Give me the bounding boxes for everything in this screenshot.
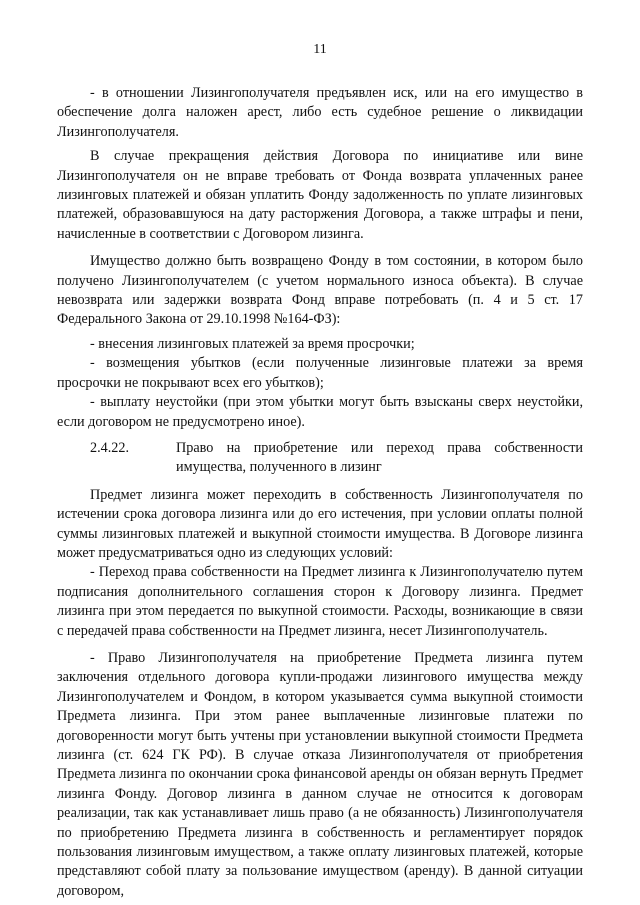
section-number: 2.4.22. — [90, 439, 130, 456]
section-heading — [57, 439, 583, 478]
list-item-transfer-agreement: - Переход права собственности на Предмет лизинга к Лизингополучателю путем подписания дополнительного соглашения сторон к Договору лизинга. Предмет лизинга при этом передается по выкупной стоимости. Расходы, возникающие в связи с передачей права собственности на Предмет лизинга, несет Лизингополучатель. — [57, 564, 583, 639]
list-item-penalty: - выплату неустойки (при этом убытки могут быть взысканы сверх неустойки, если договором не предусмотрено иное). — [57, 394, 583, 430]
list-item-overdue-payments: - внесения лизинговых платежей за время просрочки; — [90, 335, 415, 352]
paragraph-ownership-transfer: Предмет лизинга может переходить в собственность Лизингополучателя по истечении срока договора лизинга или до его истечения, при условии оплаты полной суммы лизинговых платежей и выкупной стоимости имущества. В Договоре лизинга может предусматриваться одно из следующих условий: — [57, 486, 583, 561]
paragraph-lawsuit-clause: - в отношении Лизингополучателя предъявлен иск, или на его имущество в обеспечение долга наложен арест, либо есть судебное решение о ликвидации Лизингополучателя. — [57, 85, 583, 140]
list-item-damages: - возмещения убытков (если полученные лизинговые платежи за время просрочки не покрывают всех его убытков); — [57, 355, 583, 391]
paragraph-termination: В случае прекращения действия Договора по инициативе или вине Лизингополучателя он не вправе требовать от Фонда возврата уплаченных ранее лизинговых платежей и обязан уплатить Фонду задолженность по уплате лизинговых платежей, образовавшуюся на дату расторжения Договора, а также штрафы и пени, начисленные в соответствии с Договором лизинга. — [57, 148, 583, 242]
page-content — [57, 84, 583, 901]
list-item-purchase-right: - Право Лизингополучателя на приобретение Предмета лизинга путем заключения отдельного договора купли-продажи лизингового имущества между Лизингополучателем и Фондом, в котором указывается сумма выкупной стоимости Предмета лизинга. При этом ранее выплаченные лизинговые платежи по договоренности могут быть учтены при установлении выкупной стоимости Предмета лизинга (ст. 624 ГК РФ). В случае отказа Лизингополучателя от приобретения Предмета лизинга по окончании срока финансовой аренды он обязан вернуть Предмет лизинга Фонду. Договор лизинга в данном случае не относится к договорам реализации, так как устанавливает лишь право (а не обязанность) Лизингополучателя по приобретению Предмета лизинга в собственность и регламентирует порядок пользования лизинговым имуществом, а также оплату лизинговых платежей, которые представляют собой плату за пользование имуществом (аренду). В данной ситуации договором, — [57, 649, 583, 899]
page-number: 11 — [313, 42, 327, 57]
section-title: Право на приобретение или переход права собственности имущества, полученного в лизинг — [176, 439, 583, 476]
paragraph-property-return: Имущество должно быть возвращено Фонду в том состоянии, в котором было получено Лизингополучателем (с учетом нормального износа объекта). В случае невозврата или задержки возврата Фонд вправе потребовать (п. 4 и 5 ст. 17 Федерального Закона от 29.10.1998 №164-ФЗ): — [57, 253, 583, 328]
